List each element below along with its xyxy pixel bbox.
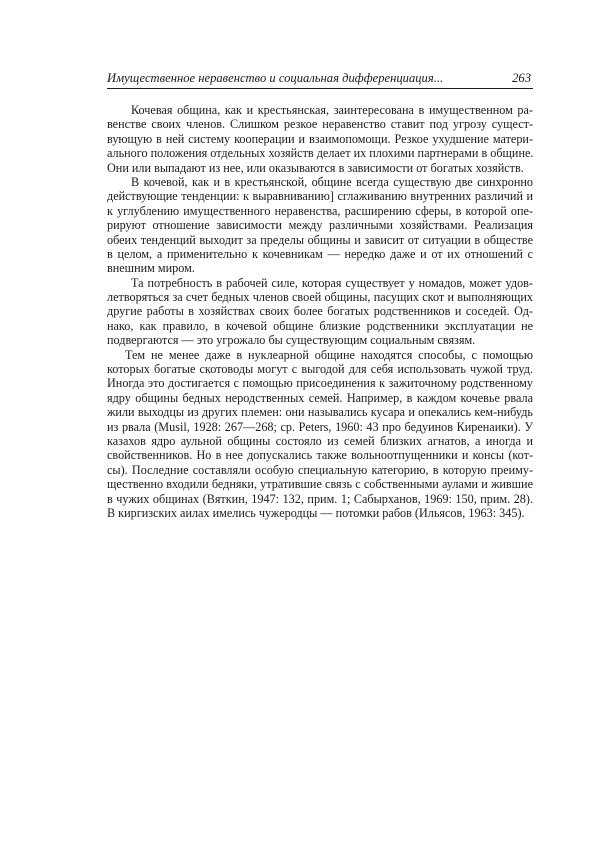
paragraph [107, 103, 533, 175]
running-header [107, 70, 533, 89]
text-line: Они или выпадают из нее, или оказываются в зависимости от богатых хозяйств. [107, 160, 524, 175]
text-line: ального положения отдельных хозяйств делает их плохими партнерами в общине. [107, 146, 533, 161]
page-number: 263 [512, 71, 531, 85]
text-line: жили выходцы из других племен: они назывались кусара и опекались кем-нибудь [107, 405, 533, 420]
text-line: Кочевая община, как и крестьянская, заинтересована в имущественном ра- [131, 103, 533, 117]
text-line: свойственников. Но в нее допускались также вольноотпущенники и консы (кот- [107, 448, 533, 463]
text-line: казахов ядро аульной общины состояло из семей близких агнатов, а иногда и [107, 433, 533, 448]
text-line: В киргизских аилах имелись чужеродцы — потомки рабов (Ильясов, 1963: 345). [107, 505, 525, 520]
text-line: из рвала (Musil, 1928: 267—268; ср. Peters, 1960: 43 про бедуинов Киренаики). У [107, 419, 533, 434]
text-line: щественно входили бедняки, утратившие связь с собственными аулами и жившие [107, 477, 533, 492]
text-line: в чужих общинах (Вяткин, 1947: 132, прим. 1; Сабырханов, 1969: 150, прим. 28). [107, 491, 533, 506]
text-line: летворяться за счет бедных членов своей общины, пасущих скот и выполняющих [107, 290, 533, 305]
text-line: подвергаются — это угрожало бы существующим социальным связям. [107, 333, 476, 348]
text-line: Тем не менее даже в нуклеарной общине находятся способы, с помощью [125, 347, 533, 362]
running-title: Имущественное неравенство и социальная дифференциация... [107, 71, 444, 85]
paragraph [107, 348, 533, 521]
body-text [107, 103, 533, 520]
text-line: которых богатые скотоводы могут с выгодой для себя использовать чужой труд. [107, 362, 533, 377]
text-line: венстве своих членов. Слишком резкое неравенство ставит под угрозу сущест- [107, 117, 533, 132]
text-line: обеих тенденций выходит за пределы общины и зависит от ситуации в обществе [107, 232, 533, 247]
text-line: вующую в ней систему кооперации и взаимопомощи. Резкое ухудшение матери- [107, 131, 533, 146]
text-line: Та потребность в рабочей силе, которая существует у номадов, может удов- [131, 275, 533, 290]
text-line: В кочевой, как и в крестьянской, общине всегда существую две синхронно [131, 174, 533, 189]
text-line: рируют отношение зависимости между различными хозяйствами. Реализация [107, 218, 533, 233]
text-line: нако, как правило, в кочевой общине близкие родственники эксплуатации не [107, 318, 533, 333]
paragraph [107, 276, 533, 348]
text-line: действующие тенденции: к выравниванию] сглаживанию внутренних различий и [107, 189, 533, 204]
text-line: Иногда это достигается с помощью присоединения к зажиточному родственному [107, 376, 533, 391]
text-line: сы). Последние составляли особую специальную категорию, в которую преиму- [107, 462, 533, 477]
text-line: ядру общины бедных неродственных семей. Например, в каждом кочевье рвала [107, 390, 533, 405]
paragraph [107, 175, 533, 276]
text-line: внешним миром. [107, 261, 195, 276]
text-line: к углублению имущественного неравенства, расширению сферы, в которой опе- [107, 203, 533, 218]
text-line: в целом, а применительно к кочевникам — нередко даже и от их отношений с [107, 246, 533, 261]
text-line: другие работы в хозяйствах своих более богатых родственников и соседей. Од- [107, 304, 533, 319]
